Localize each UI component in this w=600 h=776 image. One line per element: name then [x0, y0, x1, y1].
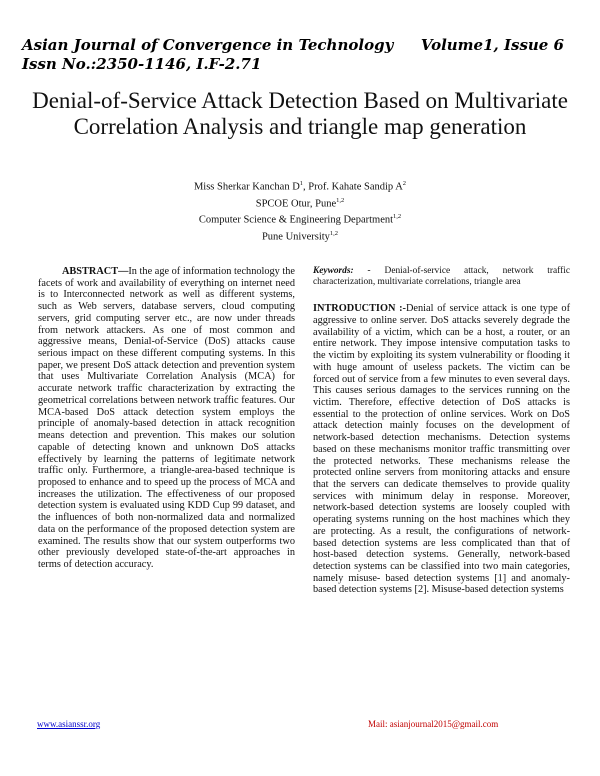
issn: Issn No.:2350-1146, I.F-2.71 — [22, 55, 262, 73]
introduction-text: Denial of service attack is one type of aggressive to online server. DoS attacks severely degrade the availability of a victim, which can be a host, a router, or an entire network. They impose intensive computation tasks to the victim by exploiting its system vulnerability or flooding it with huge amount of useless packets. The victim can be forced out of service from a few minutes to even several days. This causes serious damages to the services running on the victim. Therefore, effective detection of DoS attacks is essential to the protection of online services. Work on DoS attack detection mainly focuses on the development of network-based detection mechanisms. Detection systems based on these mechanisms monitor traffic transmitting over the protected networks. These mechanisms release the protected online servers from monitoring attacks and ensure that the servers can dedicate themselves to provide quality services with minimum delay in response. Moreover, network-based detection systems are loosely coupled with operating systems running on the host machines which they are protecting. As a result, the configurations of network- based detection systems are less complicated than that of host-based detection systems. Generally, network-based detection systems can be classified into two main categories, namely misuse- based detection systems [1] and anomaly-based detection systems [2]. Misuse-based detection systems — [313, 303, 570, 596]
right-column — [313, 266, 570, 596]
contact-mail: Mail: asianjournal2015@gmail.com — [368, 719, 499, 729]
paper-title: Denial-of-Service Attack Detection Based on Multivariate Correlation Analysis and triangle map generation — [32, 88, 568, 139]
journal-name: Asian Journal of Convergence in Technology — [22, 36, 394, 54]
affiliation-university: Pune University$^{1,2}$ — [261, 229, 339, 242]
journal-header — [22, 36, 582, 74]
left-column — [38, 266, 295, 571]
affiliation-college: SPCOE Otur, Pune$^{1,2}$ — [255, 196, 345, 209]
volume-issue: Volume1, Issue 6 — [420, 36, 564, 54]
abstract-paragraph — [38, 266, 295, 571]
author-names: Miss Sherkar Kanchan $D^1$, Prof. Kahate Sandip $A^2$ — [193, 180, 407, 193]
author-block — [100, 177, 500, 243]
abstract-text: In the age of information technology the facets of work and availability of everything on internet need is to Interconnected network as well as different systems, such as Web servers, database servers, cloud computing servers, grid computing server etc., are now under threads from network attackers. As one of most common and aggressive means, Denial-of-Service (DoS) attacks cause serious impact on these different computing systems. In this paper, we present DoS attack detection and prevention system that uses Multivariate Correlation Analysis (MCA) for accurate network traffic characterization by extracting the geometrical correlations between network traffic features. Our MCA-based DoS attack detection system employs the principle of anomaly-based detection in attack recognition means detection and prevention. This makes our solution capable of detecting known and unknown DoS attacks effectively by learning the patterns of legitimate network traffic only. Furthermore, a triangle-area-based technique is proposed to enhance and to speed up the process of MCA and increases the utilization. The effectiveness of our proposed detection system is evaluated using KDD Cup 99 dataset, and the influences of both non-normalized data and normalized data on the performance of the proposed detection system are examined. The results show that our system outperforms two other previously developed state-of-the-art approaches in terms of detection accuracy. — [38, 266, 295, 570]
abstract-label: ABSTRACT— — [62, 266, 129, 277]
keywords-label: Keywords: - — [313, 266, 371, 276]
introduction-label: INTRODUCTION :- — [313, 303, 406, 315]
affiliation-department: Computer Science & Engineering Department$^{1,2}$ — [198, 213, 402, 226]
keywords-text: Denial-of-service attack, network traffic characterization, multivariate correlations, triangle area — [313, 266, 571, 287]
website-link[interactable]: www.asianssr.org — [37, 719, 101, 729]
introduction-paragraph — [313, 303, 570, 596]
keywords-paragraph — [313, 266, 570, 287]
